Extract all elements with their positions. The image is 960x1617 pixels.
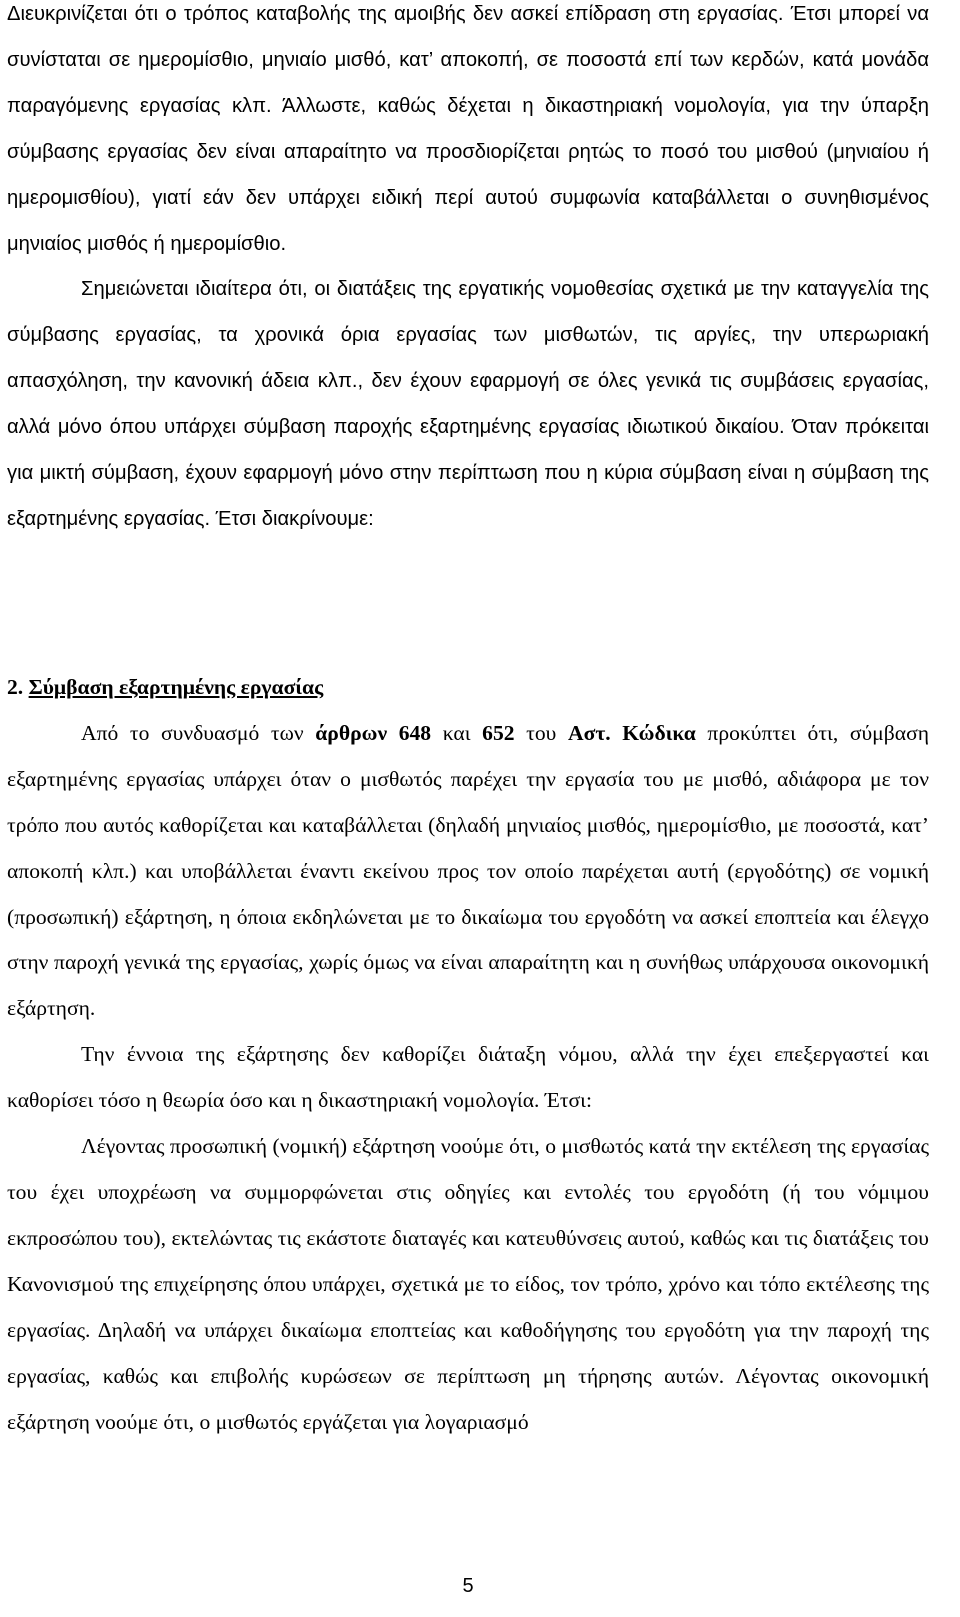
section-title: Σύμβαση εξαρτημένης εργασίας bbox=[28, 675, 324, 699]
section-number: 2. bbox=[7, 675, 24, 699]
paragraph-dependency-concept: Την έννοια της εξάρτησης δεν καθορίζει διάταξη νόμου, αλλά την έχει επεξεργαστεί και καθορίσει τόσο η θεωρία όσο και η δικαστηριακή νομολογία. Έτσι: bbox=[7, 1042, 929, 1113]
article-reference: 652 bbox=[482, 720, 515, 745]
paragraph-labor-law-provisions: Σημειώνεται ιδιαίτερα ότι, οι διατάξεις της εργατικής νομοθεσίας σχετικά με την καταγγελία της σύμβασης εργασίας, τα χρονικά όρια εργασίας των μισθωτών, τις αργίες, την υπερωριακή απασχόληση, την κανονική άδεια κλπ., δεν έχουν εφαρμογή σε όλες γενικά τις συμβάσεις εργασίας, αλλά μόνο όπου υπάρχει σύμβαση παροχής εξαρτημένης εργασίας ιδιωτικού δικαίου. Όταν πρόκειται για μικτή σύμβαση, έχουν εφαρμογή μόνο στην περίπτωση που η κύρια σύμβαση είναι η σύμβαση της εξαρτημένης εργασίας. Έτσι διακρίνουμε: bbox=[7, 278, 929, 530]
article-reference: άρθρων 648 bbox=[315, 720, 432, 745]
page-number: 5 bbox=[462, 1575, 474, 1597]
text-run: Από το συνδυασμό των bbox=[81, 720, 316, 745]
intro-section bbox=[7, 0, 929, 543]
text-run: προκύπτει ότι, σύμβαση εξαρτημένης εργασίας υπάρχει όταν ο μισθωτός παρέχει την εργασία του με μισθό, αδιάφορα με τον τρόπο που αυτός καθορίζεται και καταβάλλεται (δηλαδή μηνιαίος μισθός, ημερομίσθιο, με ποσοστά, κατ’ αποκοπή κλπ.) και υποβάλλεται έναντι εκείνου προς τον οποίο παρέχεται αυτή (εργοδότης) σε νομική (προσωπική) εξάρτηση, η όποια εκδηλώνεται με το δικαίωμα του εργοδότη να ασκεί εποπτεία και έλεγχο στην παροχή γενικά της εργασίας, χωρίς όμως να είναι απαραίτητη και η συνήθως υπάρχουσα οικονομική εξάρτηση. bbox=[7, 720, 929, 1021]
section-dependent-employment bbox=[7, 665, 929, 1445]
paragraph-payment-method: Διευκρινίζεται ότι ο τρόπος καταβολής της αμοιβής δεν ασκεί επίδραση στη εργασίας. Έτσι μπορεί να συνίσταται σε ημερομίσθιο, μηνιαίο μισθό, κατ’ αποκοπή, σε ποσοστά επί των κερδών, κατά μονάδα παραγόμενης εργασίας κλπ. Άλλωστε, καθώς δέχεται η δικαστηριακή νομολογία, για την ύπαρξη σύμβασης εργασίας δεν είναι απαραίτητο να προσδιορίζεται ρητώς το ποσό του μισθού (μηνιαίου ή ημερομισθίου), γιατί εάν δεν υπάρχει ειδική περί αυτού συμφωνία καταβάλλεται ο συνηθισμένος μηνιαίος μισθός ή ημερομίσθιο. bbox=[7, 3, 929, 255]
paragraph-civil-code-definition bbox=[7, 711, 929, 1032]
paragraph-personal-dependency: Λέγοντας προσωπική (νομική) εξάρτηση νοούμε ότι, ο μισθωτός κατά την εκτέλεση της εργασίας του έχει υποχρέωση να συμμορφώνεται στις οδηγίες και εντολές του εργοδότη (ή του νόμιμου εκπροσώπου του), εκτελώντας τις εκάστοτε διαταγές και κατευθύνσεις αυτού, καθώς και τις διατάξεις του Κανονισμού της επιχείρησης όπου υπάρχει, σχετικά με το είδος, τον τρόπο, χρόνο και τόπο εκτέλεσης της εργασίας. Δηλαδή να υπάρχει δικαίωμα εποπτείας και καθοδήγησης του εργοδότη για την παροχή της εργασίας, καθώς και επιβολής κυρώσεων σε περίπτωση μη τήρησης αυτών. Λέγοντας οικονομική εξάρτηση νοούμε ότι, ο μισθωτός εργάζεται για λογαριασμό bbox=[7, 1134, 929, 1434]
section-heading bbox=[7, 665, 929, 711]
text-run: και bbox=[431, 720, 483, 745]
text-run: του bbox=[514, 720, 568, 745]
code-reference: Αστ. Κώδικα bbox=[567, 720, 696, 745]
